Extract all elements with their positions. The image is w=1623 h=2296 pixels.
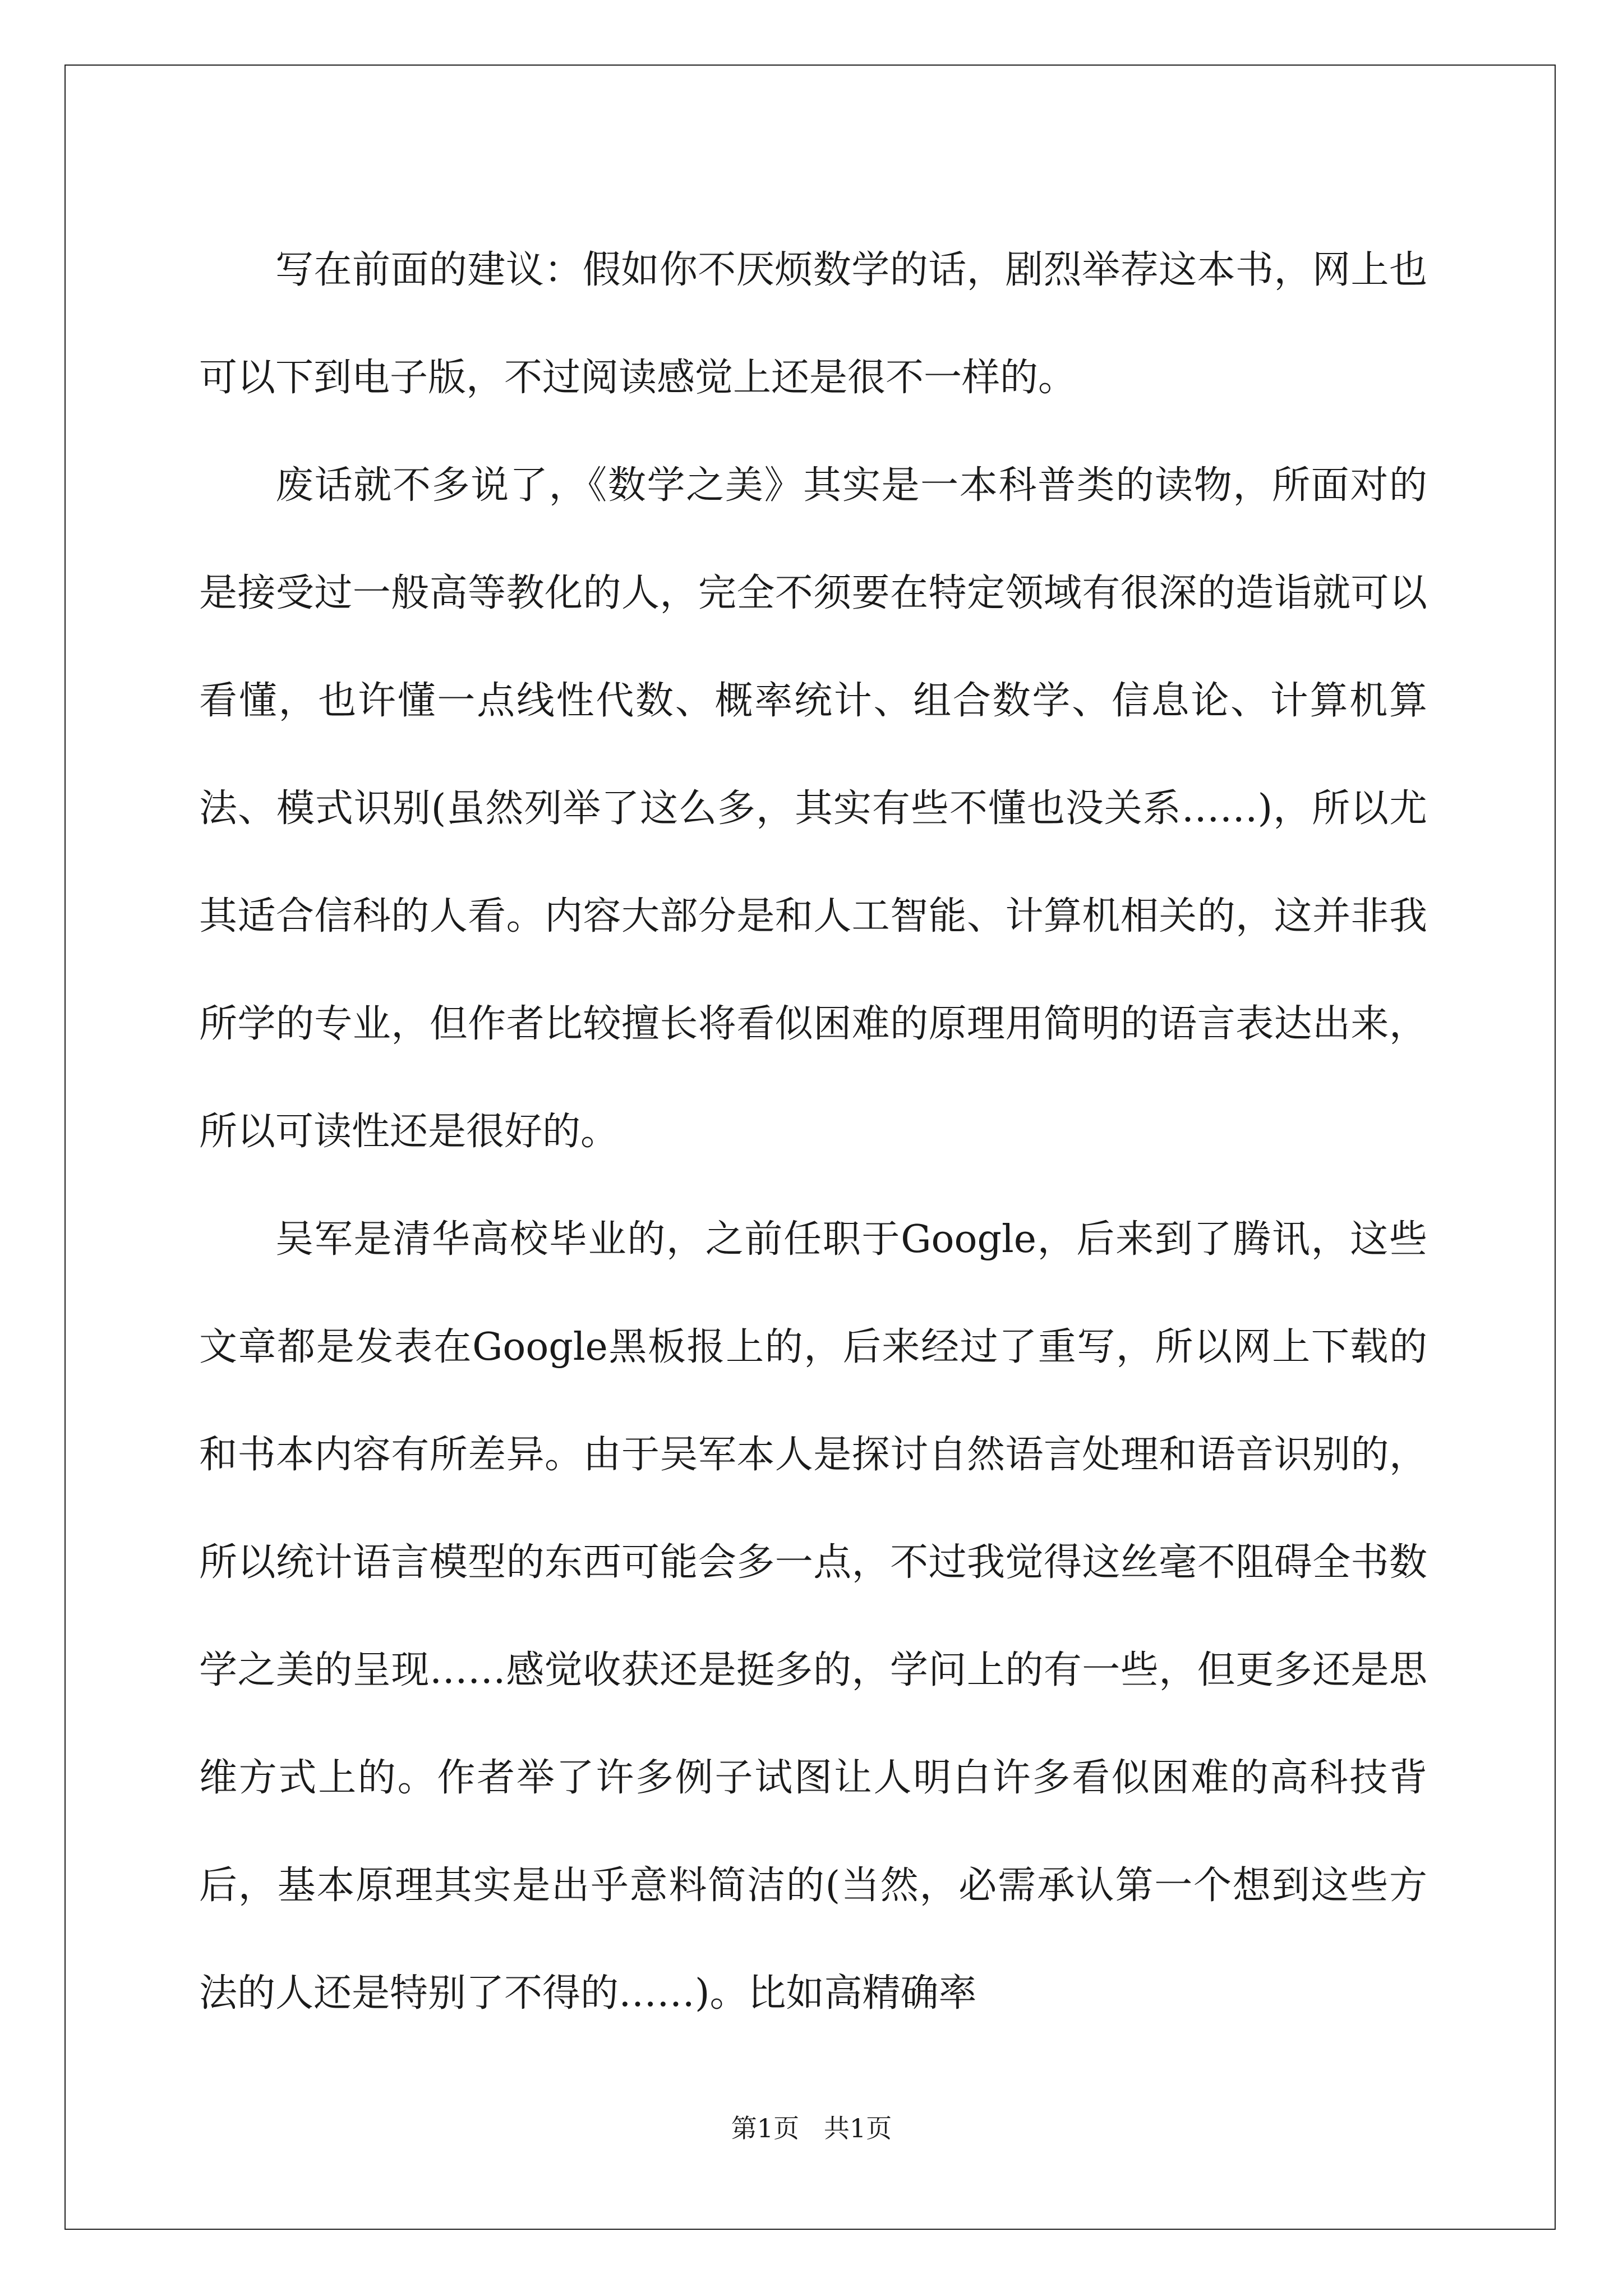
document-body bbox=[199, 217, 1427, 2047]
page-footer: 第1页 共1页 bbox=[731, 2113, 892, 2143]
paragraph: 废话就不多说了，《数学之美》其实是一本科普类的读物，所面对的是接受过一般高等教化的人，完全不须要在特定领域有很深的造诣就可以看懂，也许懂一点线性代数、概率统计、组合数学、信息论、计算机算法、模式识别(虽然列举了这么多，其实有些不懂也没关系……)，所以尤其适合信科的人看。内容大部分是和人工智能、计算机相关的，这并非我所学的专业，但作者比较擅长将看似困难的原理用简明的语言表达出来，所以可读性还是很好的。 bbox=[199, 463, 1427, 1154]
paragraph: 写在前面的建议：假如你不厌烦数学的话，剧烈举荐这本书，网上也可以下到电子版，不过阅读感觉上还是很不一样的。 bbox=[199, 248, 1427, 400]
paragraph: 吴军是清华高校毕业的，之前任职于Google，后来到了腾讯，这些文章都是发表在Google黑板报上的，后来经过了重写，所以网上下载的和书本内容有所差异。由于吴军本人是探讨自然语言处理和语音识别的，所以统计语言模型的东西可能会多一点，不过我觉得这丝毫不阻碍全书数学之美的呈现……感觉收获还是挺多的，学问上的有一些，但更多还是思维方式上的。作者举了许多例子试图让人明白许多看似困难的高科技背后，基本原理其实是出乎意料简洁的(当然，必需承认第一个想到这些方法的人还是特别了不得的……)。比如高精确率 bbox=[199, 1217, 1427, 2016]
